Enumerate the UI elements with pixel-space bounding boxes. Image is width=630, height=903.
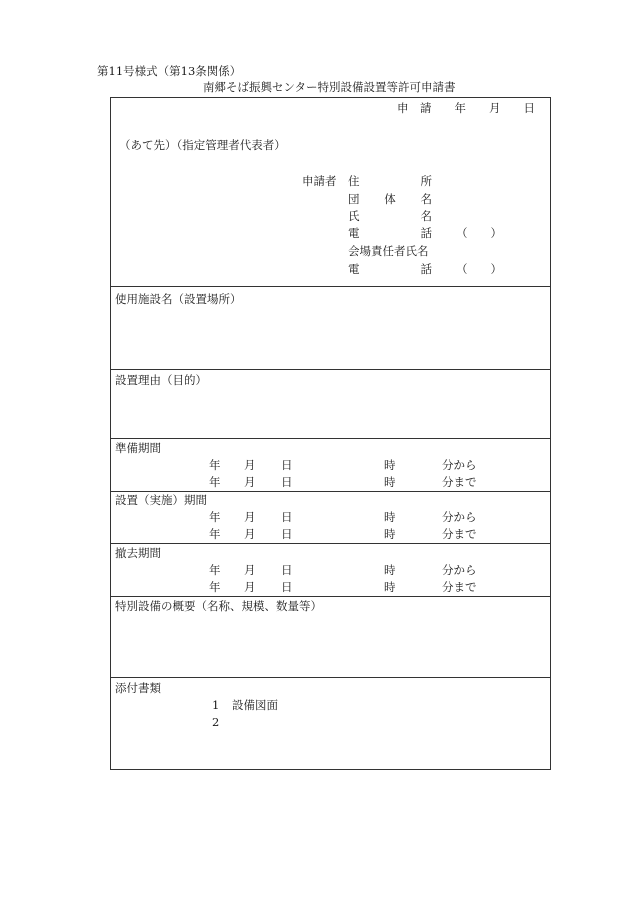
prep-day-2: 日 [281,475,293,489]
applicant-label: 申請者 [302,174,337,188]
removal-day-2: 日 [281,580,293,594]
removal-year-1: 年 [209,563,221,577]
prep-until: 分まで [442,475,477,489]
address-label: 住 所 [348,174,432,188]
organization-label: 団 体 名 [348,192,432,206]
removal-from: 分から [442,563,477,577]
install-day-1: 日 [281,510,293,524]
application-date: 申 請 年 月 日 [397,101,535,115]
install-month-1: 月 [244,510,256,524]
prep-day-1: 日 [281,458,293,472]
phone-paren: （ ） [456,226,502,240]
install-month-2: 月 [244,527,256,541]
prep-hour-1: 時 [384,458,396,472]
removal-month-2: 月 [244,580,256,594]
install-until: 分まで [442,527,477,541]
removal-hour-2: 時 [384,580,396,594]
removal-until: 分まで [442,580,477,594]
divider-install [110,543,551,544]
reason-label: 設置理由（目的） [115,373,207,387]
form-frame [110,97,551,770]
attachment-num-1: 1 [212,698,220,712]
prep-year-1: 年 [209,458,221,472]
removal-month-1: 月 [244,563,256,577]
phone2-paren: （ ） [456,262,502,276]
prep-hour-2: 時 [384,475,396,489]
phone2-label: 電 話 [348,262,432,276]
divider-overview [110,677,551,678]
install-hour-1: 時 [384,510,396,524]
divider-prep [110,491,551,492]
attachment-text-1: 設備図面 [232,698,278,712]
divider-facility [110,369,551,370]
divider-reason [110,438,551,439]
install-from: 分から [442,510,477,524]
prep-period-label: 準備期間 [115,441,161,455]
addressee: （あて先）（指定管理者代表者） [119,138,286,152]
name-label: 氏 名 [348,209,432,223]
install-period-label: 設置（実施）期間 [115,493,207,507]
divider-applicant [110,286,551,287]
attachments-label: 添付書類 [115,681,161,695]
removal-day-1: 日 [281,563,293,577]
removal-hour-1: 時 [384,563,396,577]
install-hour-2: 時 [384,527,396,541]
attachment-num-2: 2 [212,715,220,729]
install-day-2: 日 [281,527,293,541]
form-title: 南郷そば振興センター特別設備設置等許可申請書 [203,80,456,94]
prep-year-2: 年 [209,475,221,489]
venue-responsible-label: 会場責任者氏名 [348,244,429,258]
prep-from: 分から [442,458,477,472]
install-year-1: 年 [209,510,221,524]
form-number: 第11号様式（第13条関係） [97,64,242,78]
prep-month-2: 月 [244,475,256,489]
removal-period-label: 撤去期間 [115,546,161,560]
removal-year-2: 年 [209,580,221,594]
overview-label: 特別設備の概要（名称、規模、数量等） [115,599,322,613]
prep-month-1: 月 [244,458,256,472]
install-year-2: 年 [209,527,221,541]
phone-label: 電 話 [348,226,432,240]
divider-removal [110,596,551,597]
facility-label: 使用施設名（設置場所） [115,292,242,306]
